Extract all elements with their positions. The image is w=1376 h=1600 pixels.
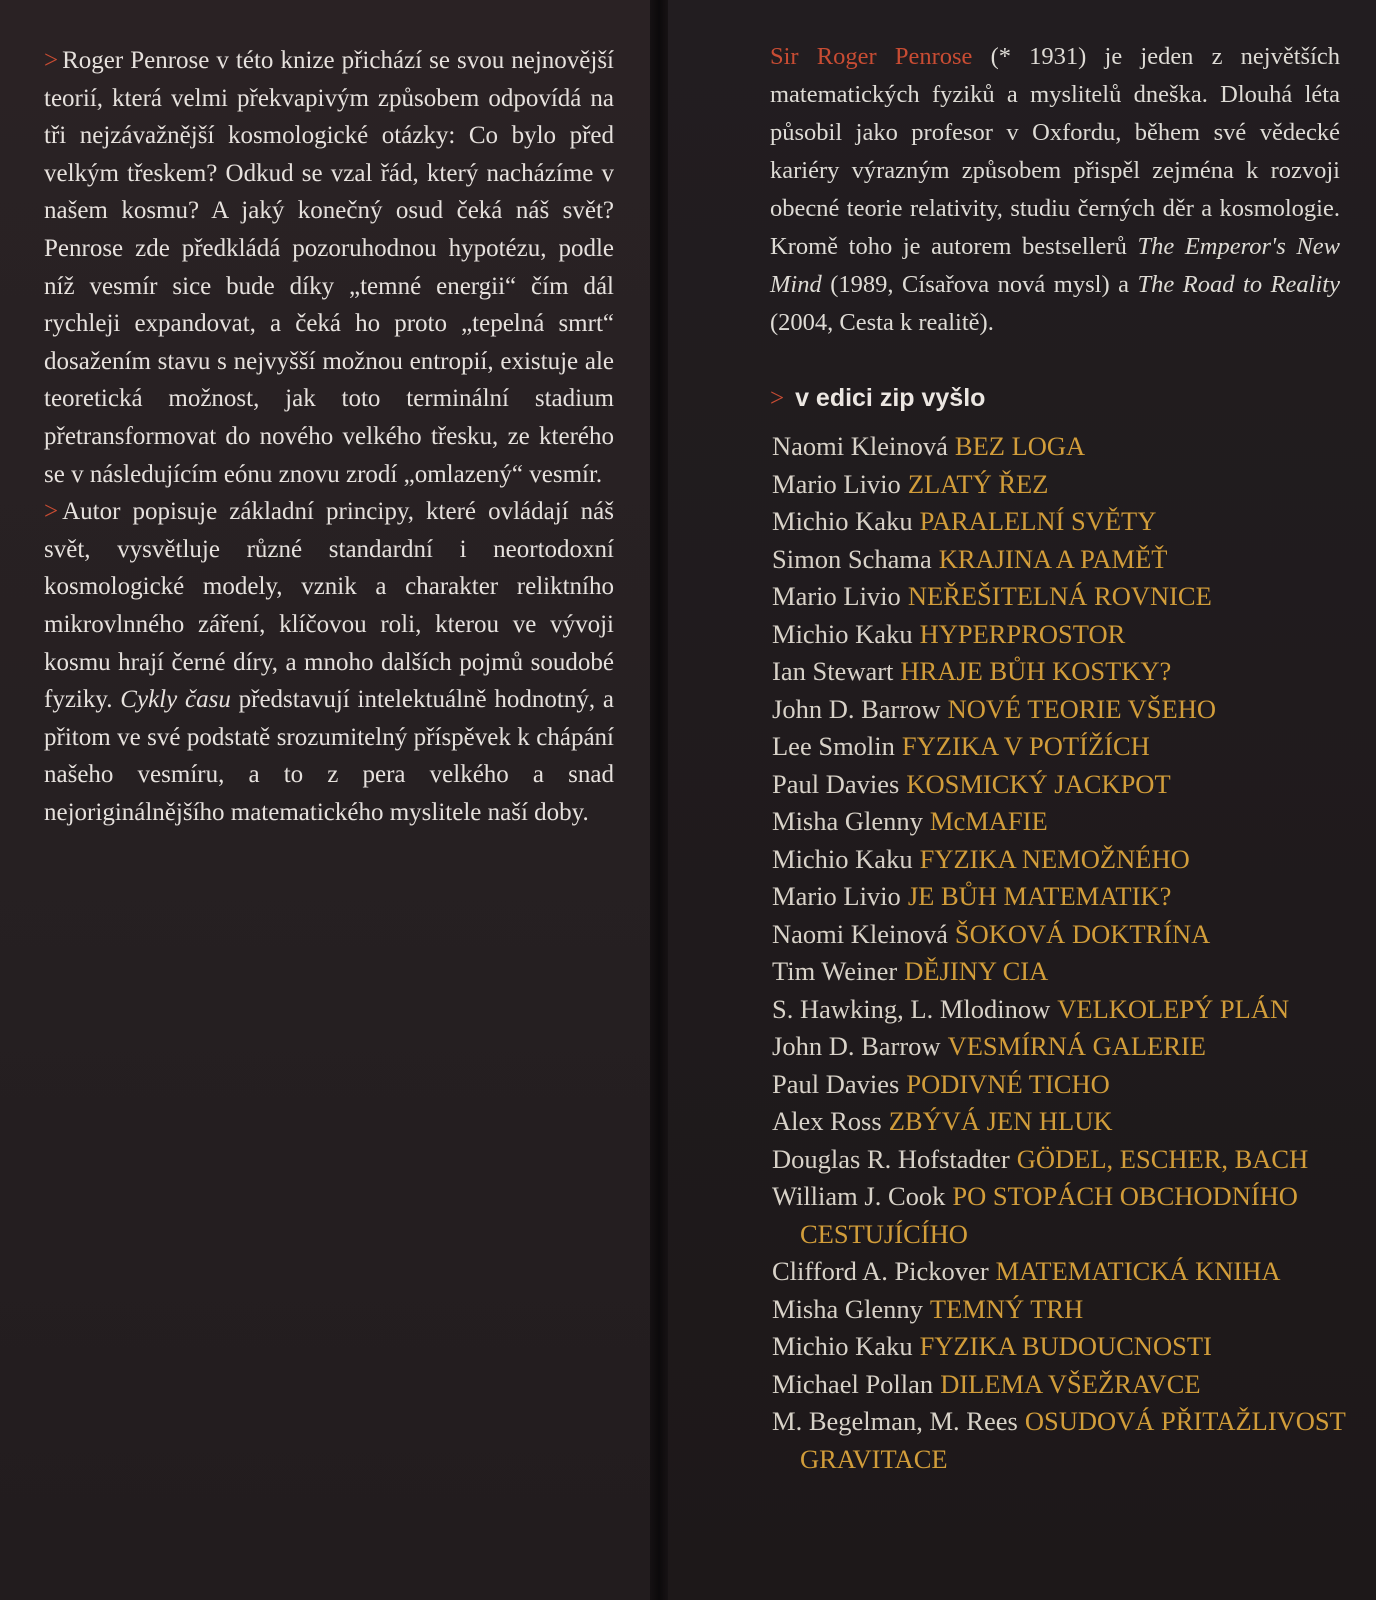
book-list-item — [772, 953, 1352, 991]
book-list-item — [772, 1028, 1352, 1066]
book-list-item — [772, 1066, 1352, 1104]
book-list-item — [772, 878, 1352, 916]
book-author: Naomi Kleinová — [772, 918, 948, 949]
book-author: Paul Davies — [772, 768, 900, 799]
book-title: MATEMATICKÁ KNIHA — [995, 1256, 1281, 1286]
book-list-item — [772, 1178, 1352, 1253]
book-title: PO STOPÁCH OBCHODNÍHO CESTUJÍCÍHO — [800, 1181, 1298, 1249]
book-list-item — [772, 428, 1352, 466]
book-title: PARALELNÍ SVĚTY — [919, 506, 1157, 536]
book-author: Michio Kaku — [772, 506, 913, 536]
italic-title: The Road to Reality — [1137, 271, 1340, 298]
book-list-item — [772, 616, 1352, 654]
book-title: KOSMICKÝ JACKPOT — [906, 768, 1171, 799]
book-author: John D. Barrow — [772, 693, 941, 724]
book-title: NOVÉ TEORIE VŠEHO — [947, 693, 1216, 724]
description-paragraph — [44, 493, 614, 831]
text-run: (2004, Cesta k realitě). — [770, 309, 994, 336]
book-title: GÖDEL, ESCHER, BACH — [1016, 1143, 1309, 1174]
book-list-item — [772, 1253, 1352, 1291]
italic-title: The Emperor's New Mind — [770, 233, 1340, 298]
book-author: Mario Livio — [772, 581, 901, 611]
book-author: Michael Pollan — [772, 1368, 934, 1399]
book-title: VESMÍRNÁ GALERIE — [947, 1031, 1206, 1061]
book-author: Alex Ross — [772, 1106, 882, 1136]
book-list-item — [772, 991, 1352, 1029]
book-title: HYPERPROSTOR — [919, 618, 1126, 649]
series-heading-text: v edici zip vyšlo — [795, 384, 986, 412]
text-run: představují intelektuálně hodnotný, a přitom ve své podstatě srozumitelný příspěvek k chápání našeho vesmíru, a to z pera velkého a snad nejoriginálnějšího matematického myslitele naší doby. — [44, 686, 614, 826]
book-list-item — [772, 1141, 1352, 1179]
book-title: ŠOKOVÁ DOKTRÍNA — [954, 918, 1211, 949]
book-title: TEMNÝ TRH — [929, 1293, 1084, 1324]
fold-line — [650, 0, 668, 1600]
arrow-marker-icon: > — [44, 498, 59, 526]
book-list — [772, 428, 1352, 1478]
book-author: Misha Glenny — [772, 806, 923, 836]
book-author: Michio Kaku — [772, 1331, 913, 1361]
book-title: ZBÝVÁ JEN HLUK — [888, 1106, 1113, 1136]
book-author: Michio Kaku — [772, 618, 913, 649]
book-list-item — [772, 1403, 1352, 1478]
book-title: NEŘEŠITELNÁ ROVNICE — [907, 581, 1212, 611]
bio-paragraph — [770, 38, 1340, 342]
book-list-item — [772, 541, 1352, 579]
italic-title: Cykly času — [120, 686, 231, 714]
book-title: KRAJINA A PAMĚŤ — [938, 543, 1168, 574]
book-title: VELKOLEPÝ PLÁN — [1057, 993, 1290, 1024]
book-list-item — [772, 653, 1352, 691]
book-author: William J. Cook — [772, 1181, 946, 1211]
book-author: Simon Schama — [772, 543, 932, 574]
book-list-item — [772, 803, 1352, 841]
book-list-item — [772, 466, 1352, 504]
book-author: Misha Glenny — [772, 1293, 923, 1324]
book-author: Mario Livio — [772, 881, 901, 911]
arrow-marker-icon: > — [770, 385, 785, 412]
book-list-item — [772, 1366, 1352, 1404]
book-title: FYZIKA NEMOŽNÉHO — [919, 843, 1190, 874]
series-heading — [770, 384, 985, 413]
book-list-item — [772, 841, 1352, 879]
author-bio — [770, 38, 1340, 342]
book-title: HRAJE BŮH KOSTKY? — [900, 656, 1172, 686]
book-list-item — [772, 691, 1352, 729]
book-author: M. Begelman, M. Rees — [772, 1406, 1018, 1436]
text-run: (* 1931) je jeden z největších matematických fyziků a myslitelů dneška. Dlouhá léta působil jako profesor v Oxfordu, během své vědecké kariéry výrazným způsobem přispěl zejména k rozvoji obecné teorie relativity, studiu černých děr a kosmologie. Kromě toho je autorem bestsellerů — [770, 43, 1340, 260]
book-author: Naomi Kleinová — [772, 431, 948, 461]
book-author: Tim Weiner — [772, 956, 898, 986]
book-title: BEZ LOGA — [954, 431, 1086, 461]
left-flap — [0, 0, 650, 1600]
text-run: Autor popisuje základní principy, které ovládají náš svět, vysvětluje různé standardní i neortodoxní kosmologické modely, vznik a charakter reliktního mikrovlnného záření, klíčovou roli, kterou ve vývoji kosmu hrají černé díry, a mnoho dalších pojmů soudobé fyziky. — [44, 498, 614, 714]
book-author: Clifford A. Pickover — [772, 1256, 989, 1286]
book-title: ZLATÝ ŘEZ — [907, 468, 1049, 499]
description-paragraph — [44, 42, 614, 493]
book-title: OSUDOVÁ PŘITAŽLIVOST GRAVITACE — [800, 1406, 1346, 1474]
book-title: JE BŮH MATEMATIK? — [907, 881, 1172, 911]
book-author: Ian Stewart — [772, 656, 894, 686]
book-list-item — [772, 503, 1352, 541]
book-list-item — [772, 728, 1352, 766]
book-list-item — [772, 1103, 1352, 1141]
book-author: John D. Barrow — [772, 1031, 941, 1061]
book-author: Michio Kaku — [772, 843, 913, 874]
description-text — [44, 42, 614, 831]
book-title: DĚJINY CIA — [904, 956, 1049, 986]
book-author: Paul Davies — [772, 1068, 900, 1099]
book-author: S. Hawking, L. Mlodinow — [772, 993, 1051, 1024]
book-list-item — [772, 916, 1352, 954]
book-title: FYZIKA BUDOUCNOSTI — [919, 1331, 1212, 1361]
bio-author-name: Sir Roger Penrose — [770, 43, 973, 70]
book-title: FYZIKA V POTÍŽÍCH — [901, 731, 1150, 761]
book-list-item — [772, 1328, 1352, 1366]
text-run: (1989, Císařova nová mysl) a — [821, 271, 1138, 298]
book-title: PODIVNÉ TICHO — [906, 1068, 1110, 1099]
arrow-marker-icon: > — [44, 47, 59, 74]
book-list-item — [772, 1291, 1352, 1329]
book-list-item — [772, 578, 1352, 616]
book-author: Mario Livio — [772, 468, 901, 499]
book-list-item — [772, 766, 1352, 804]
text-run: Roger Penrose v této knize přichází se svou nejnovější teorií, která velmi překvapivým způsobem odpovídá na tři nejzávažnější kosmologické otázky: Co bylo před velkým třeskem? Odkud se vzal řád, který nacházíme v našem kosmu? A jaký konečný osud čeká náš svět? Penrose zde předkládá pozoruhodnou hypotézu, podle níž vesmír sice bude díky „temné energii“ čím dál rychleji expandovat, a čeká ho proto „tepelná smrt“ dosažením stavu s nejvyšší možnou entropií, existuje ale teoretická možnost, jak toto terminální stadium přetransformovat do nového velkého třesku, ze kterého se v následujícím eónu znovu zrodí „omlazený“ vesmír. — [44, 47, 614, 488]
book-title: McMAFIE — [929, 806, 1048, 836]
book-title: DILEMA VŠEŽRAVCE — [940, 1368, 1201, 1399]
book-author: Lee Smolin — [772, 731, 895, 761]
book-author: Douglas R. Hofstadter — [772, 1143, 1010, 1174]
